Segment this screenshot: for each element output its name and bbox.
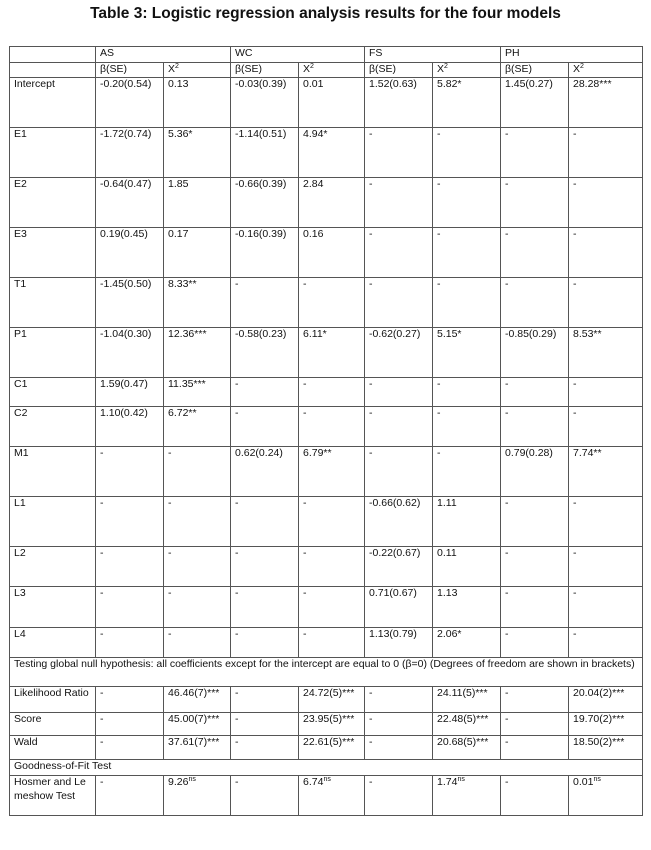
- beta-se-cell: -0.22(0.67): [365, 547, 433, 587]
- beta-se-cell: -: [96, 776, 164, 816]
- row-label: M1: [10, 447, 96, 497]
- chi-square-cell: -: [433, 278, 501, 328]
- chi-square-cell: 0.11: [433, 547, 501, 587]
- table-row: [10, 447, 643, 497]
- test-stat-cell: 19.70(2)***: [569, 713, 643, 736]
- chi-square-cell: -: [164, 547, 231, 587]
- table-row: [10, 776, 643, 816]
- beta-se-cell: 0.19(0.45): [96, 228, 164, 278]
- table-row: [10, 628, 643, 658]
- beta-se-cell: -: [365, 687, 433, 713]
- chi-square-header: $X^2$: [433, 63, 501, 78]
- chi-square-cell: -: [164, 628, 231, 658]
- beta-se-cell: -: [501, 378, 569, 407]
- row-label: L4: [10, 628, 96, 658]
- beta-se-cell: -: [96, 736, 164, 760]
- beta-se-cell: -: [231, 628, 299, 658]
- chi-square-cell: 6.11*: [299, 328, 365, 378]
- beta-se-cell: 0.71(0.67): [365, 587, 433, 628]
- header-corner-cell: [10, 47, 96, 63]
- beta-se-cell: -: [365, 776, 433, 816]
- table-row: [10, 378, 643, 407]
- beta-se-cell: -: [501, 713, 569, 736]
- beta-se-cell: -: [365, 228, 433, 278]
- beta-se-cell: -: [96, 547, 164, 587]
- test-stat-cell: 18.50(2)***: [569, 736, 643, 760]
- beta-se-cell: -: [501, 628, 569, 658]
- beta-se-cell: 1.10(0.42): [96, 407, 164, 447]
- beta-se-cell: -: [231, 407, 299, 447]
- chi-square-cell: -: [164, 447, 231, 497]
- chi-square-cell: -: [164, 497, 231, 547]
- beta-se-cell: -: [231, 776, 299, 816]
- table-row: [10, 228, 643, 278]
- beta-se-cell: -: [501, 178, 569, 228]
- chi-square-cell: -: [569, 228, 643, 278]
- beta-se-cell: -: [365, 378, 433, 407]
- chi-square-cell: -: [569, 128, 643, 178]
- beta-se-cell: -: [231, 713, 299, 736]
- test-stat-cell: $0.01^{ns}$: [569, 776, 643, 816]
- significance-superscript: ns: [323, 776, 331, 783]
- beta-se-cell: -0.66(0.62): [365, 497, 433, 547]
- chi-square-header: $X^2$: [569, 63, 643, 78]
- test-stat-cell: 24.11(5)***: [433, 687, 501, 713]
- beta-se-cell: 1.45(0.27): [501, 78, 569, 128]
- chi-square-cell: 5.82*: [433, 78, 501, 128]
- beta-se-cell: -1.72(0.74): [96, 128, 164, 178]
- beta-se-cell: -0.16(0.39): [231, 228, 299, 278]
- chi-square-cell: 7.74**: [569, 447, 643, 497]
- beta-se-cell: 0.62(0.24): [231, 447, 299, 497]
- chi-square-cell: 0.13: [164, 78, 231, 128]
- beta-se-header: β(SE): [96, 63, 164, 78]
- chi-square-cell: -: [433, 128, 501, 178]
- beta-se-cell: -0.03(0.39): [231, 78, 299, 128]
- beta-se-cell: -: [231, 736, 299, 760]
- test-stat-cell: 45.00(7)***: [164, 713, 231, 736]
- table-row: [10, 128, 643, 178]
- test-stat-cell: 22.48(5)***: [433, 713, 501, 736]
- chi-square-cell: -: [299, 407, 365, 447]
- test-stat-cell: 22.61(5)***: [299, 736, 365, 760]
- beta-se-cell: -: [96, 447, 164, 497]
- test-stat-cell: $6.74^{ns}$: [299, 776, 365, 816]
- beta-se-cell: -: [365, 407, 433, 447]
- beta-se-cell: -: [231, 547, 299, 587]
- chi-square-cell: 6.72**: [164, 407, 231, 447]
- beta-se-cell: -: [501, 278, 569, 328]
- beta-se-header: β(SE): [365, 63, 433, 78]
- chi-square-cell: -: [569, 278, 643, 328]
- beta-se-cell: -: [501, 228, 569, 278]
- chi-square-cell: -: [299, 378, 365, 407]
- beta-se-cell: -: [365, 128, 433, 178]
- gof-header: Goodness-of-Fit Test: [10, 760, 643, 776]
- test-stat-cell: 20.04(2)***: [569, 687, 643, 713]
- beta-se-cell: -: [501, 547, 569, 587]
- chi-square-cell: 6.79**: [299, 447, 365, 497]
- chi-square-cell: -: [569, 407, 643, 447]
- beta-se-cell: -: [501, 407, 569, 447]
- chi-square-cell: -: [299, 547, 365, 587]
- beta-se-cell: -: [501, 687, 569, 713]
- beta-se-cell: -: [231, 278, 299, 328]
- beta-se-cell: -1.04(0.30): [96, 328, 164, 378]
- beta-se-cell: -0.58(0.23): [231, 328, 299, 378]
- row-label: E2: [10, 178, 96, 228]
- row-label: L3: [10, 587, 96, 628]
- chi-square-cell: 5.15*: [433, 328, 501, 378]
- chi-square-cell: 1.85: [164, 178, 231, 228]
- test-stat-cell: 20.68(5)***: [433, 736, 501, 760]
- chi-square-cell: 8.53**: [569, 328, 643, 378]
- chi-square-cell: -: [299, 278, 365, 328]
- row-label: C2: [10, 407, 96, 447]
- chi-square-cell: -: [299, 497, 365, 547]
- beta-se-cell: -0.85(0.29): [501, 328, 569, 378]
- table-row: [10, 736, 643, 760]
- chi-square-cell: 11.35***: [164, 378, 231, 407]
- subheader-row: [10, 63, 643, 78]
- test-stat-cell: $9.26^{ns}$: [164, 776, 231, 816]
- chi-square-cell: -: [299, 628, 365, 658]
- table-row: [10, 178, 643, 228]
- beta-se-cell: -0.64(0.47): [96, 178, 164, 228]
- chi-square-cell: 5.36*: [164, 128, 231, 178]
- chi-square-cell: 0.16: [299, 228, 365, 278]
- test-stat-cell: 46.46(7)***: [164, 687, 231, 713]
- model-header-wc: WC: [231, 47, 365, 63]
- beta-se-cell: -0.62(0.27): [365, 328, 433, 378]
- table-row: [10, 713, 643, 736]
- chi-square-cell: -: [433, 378, 501, 407]
- row-label: L2: [10, 547, 96, 587]
- test-stat-cell: 24.72(5)***: [299, 687, 365, 713]
- chi-square-cell: 4.94*: [299, 128, 365, 178]
- beta-se-cell: -1.45(0.50): [96, 278, 164, 328]
- chi-square-cell: -: [164, 587, 231, 628]
- chi-square-cell: 0.17: [164, 228, 231, 278]
- global-test-header-row: [10, 658, 643, 687]
- table-row: [10, 687, 643, 713]
- beta-se-cell: -: [501, 497, 569, 547]
- row-label: E3: [10, 228, 96, 278]
- table-row: [10, 78, 643, 128]
- global-test-header: Testing global null hypothesis: all coefficients except for the intercept are equal to 0 (β=0) (Degrees of freedom are shown in brackets): [10, 658, 643, 687]
- beta-se-cell: -: [501, 736, 569, 760]
- beta-se-cell: 1.59(0.47): [96, 378, 164, 407]
- gof-header-row: [10, 760, 643, 776]
- beta-se-cell: -: [501, 776, 569, 816]
- row-label: Score: [10, 713, 96, 736]
- row-label: L1: [10, 497, 96, 547]
- beta-se-cell: -: [231, 687, 299, 713]
- chi-square-cell: 8.33**: [164, 278, 231, 328]
- table-row: [10, 547, 643, 587]
- beta-se-cell: -: [365, 278, 433, 328]
- chi-square-header: $X^2$: [299, 63, 365, 78]
- beta-se-cell: -: [365, 447, 433, 497]
- beta-se-cell: -: [96, 497, 164, 547]
- chi-square-cell: 2.84: [299, 178, 365, 228]
- test-stat-cell: $1.74^{ns}$: [433, 776, 501, 816]
- chi-square-cell: 0.01: [299, 78, 365, 128]
- chi-square-cell: 28.28***: [569, 78, 643, 128]
- row-label: Wald: [10, 736, 96, 760]
- table-row: [10, 407, 643, 447]
- beta-se-cell: -: [365, 736, 433, 760]
- beta-se-cell: -: [365, 713, 433, 736]
- chi-square-cell: -: [569, 547, 643, 587]
- beta-se-cell: -: [96, 713, 164, 736]
- significance-superscript: ns: [593, 776, 601, 783]
- beta-se-cell: -: [501, 128, 569, 178]
- row-label: Likelihood Ratio: [10, 687, 96, 713]
- chi-square-cell: -: [569, 178, 643, 228]
- chi-square-cell: -: [569, 628, 643, 658]
- row-label: Hosmer and Lemeshow Test: [10, 776, 96, 816]
- beta-se-cell: -0.20(0.54): [96, 78, 164, 128]
- beta-se-cell: -: [231, 497, 299, 547]
- test-stat-cell: 23.95(5)***: [299, 713, 365, 736]
- table-row: [10, 278, 643, 328]
- significance-superscript: ns: [457, 776, 465, 783]
- row-label: Intercept: [10, 78, 96, 128]
- chi-square-cell: -: [433, 178, 501, 228]
- beta-se-cell: -: [96, 628, 164, 658]
- chi-square-header: $X^2$: [164, 63, 231, 78]
- chi-square-cell: -: [433, 407, 501, 447]
- model-header-as: AS: [96, 47, 231, 63]
- beta-se-cell: -: [96, 687, 164, 713]
- chi-square-cell: 1.11: [433, 497, 501, 547]
- beta-se-cell: 0.79(0.28): [501, 447, 569, 497]
- table-title: Table 3: Logistic regression analysis results for the four models: [90, 5, 561, 22]
- chi-square-cell: -: [433, 228, 501, 278]
- table-row: [10, 328, 643, 378]
- subheader-corner-cell: [10, 63, 96, 78]
- row-label: E1: [10, 128, 96, 178]
- beta-se-cell: 1.52(0.63): [365, 78, 433, 128]
- beta-se-cell: -1.14(0.51): [231, 128, 299, 178]
- chi-square-cell: -: [299, 587, 365, 628]
- beta-se-cell: -: [96, 587, 164, 628]
- row-label: P1: [10, 328, 96, 378]
- chi-square-cell: 2.06*: [433, 628, 501, 658]
- table-row: [10, 497, 643, 547]
- chi-square-cell: -: [569, 587, 643, 628]
- chi-square-cell: -: [569, 497, 643, 547]
- beta-se-cell: -: [365, 178, 433, 228]
- row-label: C1: [10, 378, 96, 407]
- regression-table: [9, 46, 643, 816]
- significance-superscript: ns: [188, 776, 196, 783]
- row-label: T1: [10, 278, 96, 328]
- chi-square-cell: -: [569, 378, 643, 407]
- chi-square-cell: 1.13: [433, 587, 501, 628]
- beta-se-cell: -0.66(0.39): [231, 178, 299, 228]
- model-header-fs: FS: [365, 47, 501, 63]
- beta-se-header: β(SE): [501, 63, 569, 78]
- beta-se-cell: -: [501, 587, 569, 628]
- model-header-row: [10, 47, 643, 63]
- test-stat-cell: 37.61(7)***: [164, 736, 231, 760]
- beta-se-cell: -: [231, 378, 299, 407]
- chi-square-cell: -: [433, 447, 501, 497]
- beta-se-header: β(SE): [231, 63, 299, 78]
- table-row: [10, 587, 643, 628]
- beta-se-cell: 1.13(0.79): [365, 628, 433, 658]
- model-header-ph: PH: [501, 47, 643, 63]
- beta-se-cell: -: [231, 587, 299, 628]
- chi-square-cell: 12.36***: [164, 328, 231, 378]
